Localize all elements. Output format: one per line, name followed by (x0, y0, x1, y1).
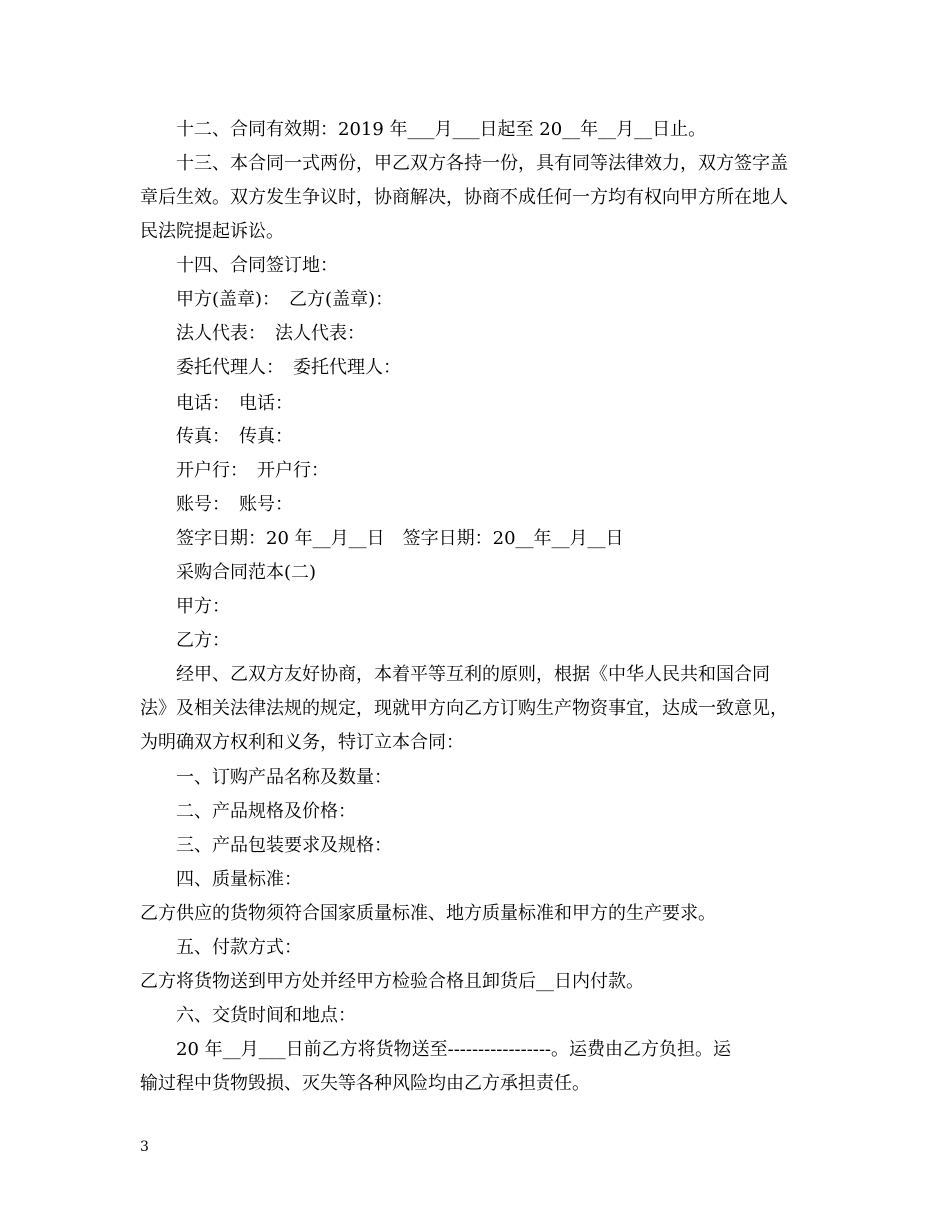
text-line: 传真： 传真： (176, 426, 293, 447)
text-line: 甲方(盖章)： 乙方(盖章)： (176, 289, 394, 310)
text-line: 经甲、乙双方友好协商，本着平等互利的原则，根据《中华人民共和国合同 (176, 664, 770, 685)
text-line: 一、订购产品名称及数量： (176, 767, 392, 788)
section-heading: 采购合同范本(二) (176, 562, 317, 583)
text-line: 三、产品包装要求及规格： (176, 835, 392, 856)
text-line: 委托代理人： 委托代理人： (176, 357, 401, 378)
text-line: 二、产品规格及价格： (176, 801, 356, 822)
text-line: 乙方将货物送到甲方处并经甲方检验合格且卸货后__日内付款。 (140, 971, 644, 992)
text-line: 账号： 账号： (176, 494, 293, 515)
text-line: 甲方： (176, 596, 230, 617)
text-line: 20 年__月___日前乙方将货物送至-----------------。运费由乙方负担。运 (176, 1039, 732, 1060)
text-line: 开户行： 开户行： (176, 460, 329, 481)
text-line: 法人代表： 法人代表： (176, 323, 365, 344)
text-line: 十三、本合同一式两份，甲乙双方各持一份，具有同等法律效力，双方签字盖 (176, 153, 788, 174)
text-line: 乙方供应的货物须符合国家质量标准、地方质量标准和甲方的生产要求。 (140, 903, 716, 924)
text-line: 四、质量标准： (176, 869, 302, 890)
text-line: 法》及相关法律法规的规定，现就甲方向乙方订购生产物资事宜，达成一致意见， (140, 698, 788, 719)
text-line: 六、交货时间和地点： (176, 1005, 356, 1026)
page-number: 3 (140, 1139, 149, 1155)
text-line: 五、付款方式： (176, 937, 302, 958)
text-line: 乙方： (176, 630, 230, 651)
text-line: 民法院提起诉讼。 (140, 221, 284, 242)
text-line: 输过程中货物毁损、灭失等各种风险均由乙方承担责任。 (140, 1073, 590, 1094)
text-line: 十四、合同签订地： (176, 255, 338, 276)
text-line: 章后生效。双方发生争议时，协商解决，协商不成任何一方均有权向甲方所在地人 (140, 187, 788, 208)
text-line: 电话： 电话： (176, 393, 293, 414)
text-line: 十二、合同有效期：2019 年___月___日起至 20__年__月__日止。 (176, 119, 707, 140)
text-line: 签字日期：20 年__月__日 签字日期：20__年__月__日 (176, 528, 624, 549)
text-line: 为明确双方权利和义务，特订立本合同： (140, 732, 464, 753)
